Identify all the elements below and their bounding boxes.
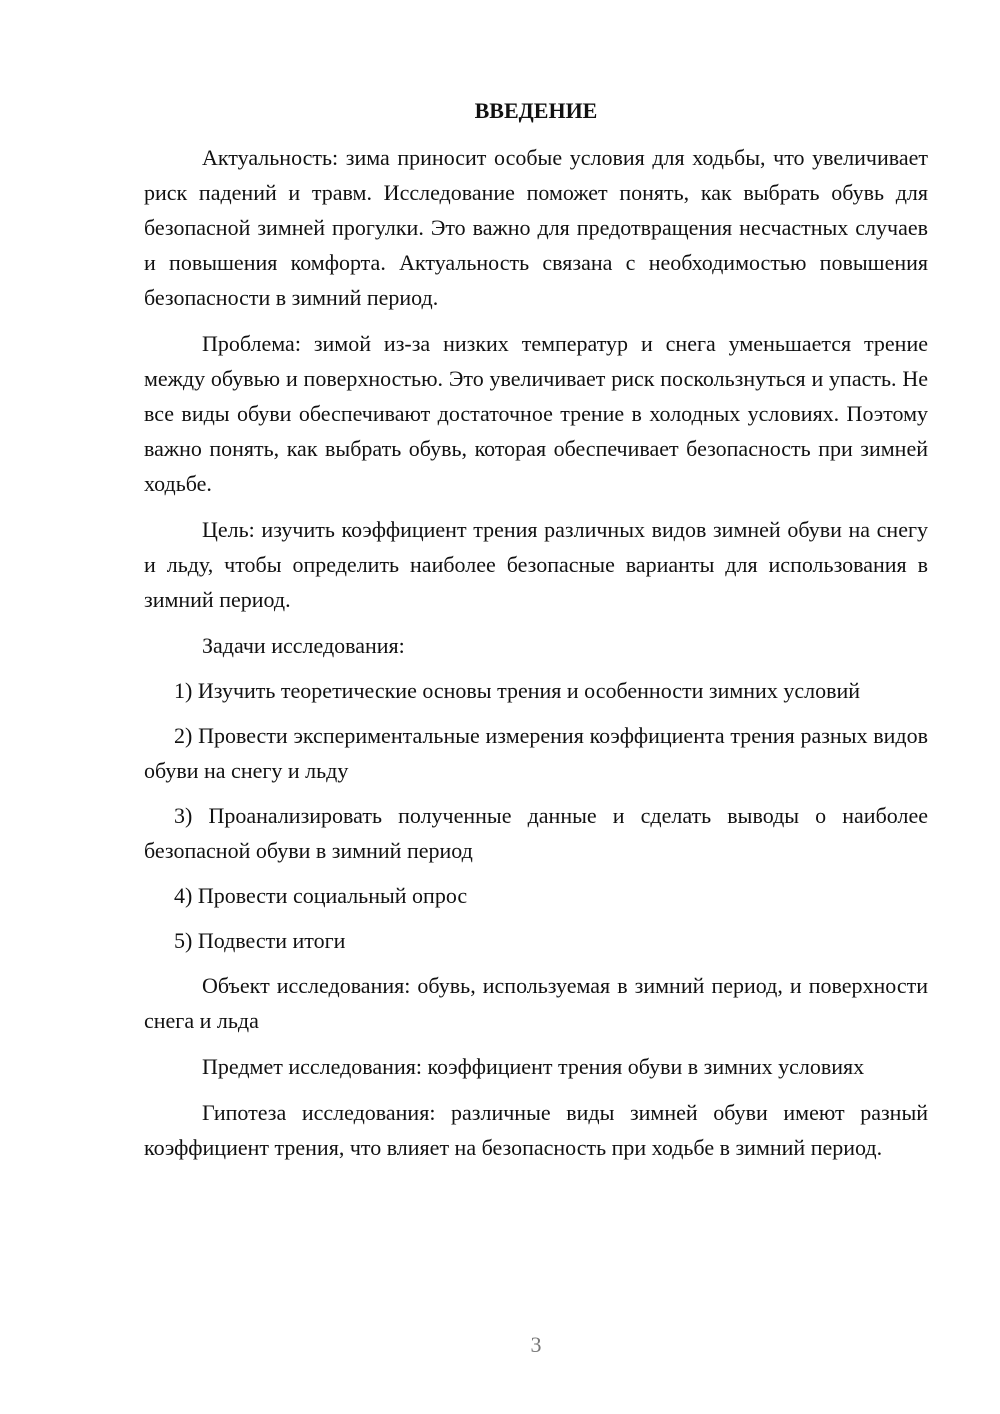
task-item-5: 5) Подвести итоги xyxy=(174,928,346,953)
problem-paragraph: Проблема: зимой из-за низких температур и снега уменьшается трение между обувью и поверхностью. Это увеличивает риск поскользнуться и упасть. Не все виды обуви обеспечивают достаточное трение в холодных условиях. Поэтому важно понять, как выбрать обувь, которая обеспечивает безопасность при зимней ходьбе. xyxy=(144,331,928,496)
page-content xyxy=(144,93,928,1176)
hypothesis-paragraph: Гипотеза исследования: различные виды зимней обуви имеют разный коэффициент трения, что влияет на безопасность при ходьбе в зимний период. xyxy=(144,1100,928,1160)
object-paragraph: Объект исследования: обувь, используемая в зимний период, и поверхности снега и льда xyxy=(144,973,928,1033)
relevance-paragraph: Актуальность: зима приносит особые условия для ходьбы, что увеличивает риск падений и травм. Исследование поможет понять, как выбрать обувь для безопасной зимней прогулки. Это важно для предотвращения несчастных случаев и повышения комфорта. Актуальность связана с необходимостью повышения безопасности в зимний период. xyxy=(144,145,928,310)
task-item-2: 2) Провести экспериментальные измерения коэффициента трения разных видов обуви на снегу и льду xyxy=(144,723,928,783)
task-item-1: 1) Изучить теоретические основы трения и особенности зимних условий xyxy=(174,678,861,703)
page-title: ВВЕДЕНИЕ xyxy=(474,98,598,123)
subject-paragraph: Предмет исследования: коэффициент трения обуви в зимних условиях xyxy=(202,1054,865,1079)
tasks-heading: Задачи исследования: xyxy=(202,633,405,658)
task-item-3: 3) Проанализировать полученные данные и сделать выводы о наиболее безопасной обуви в зимний период xyxy=(144,803,928,863)
task-item-4: 4) Провести социальный опрос xyxy=(174,883,468,908)
page-number: 3 xyxy=(530,1332,542,1357)
goal-paragraph: Цель: изучить коэффициент трения различных видов зимней обуви на снегу и льду, чтобы определить наиболее безопасные варианты для использования в зимний период. xyxy=(144,517,928,612)
